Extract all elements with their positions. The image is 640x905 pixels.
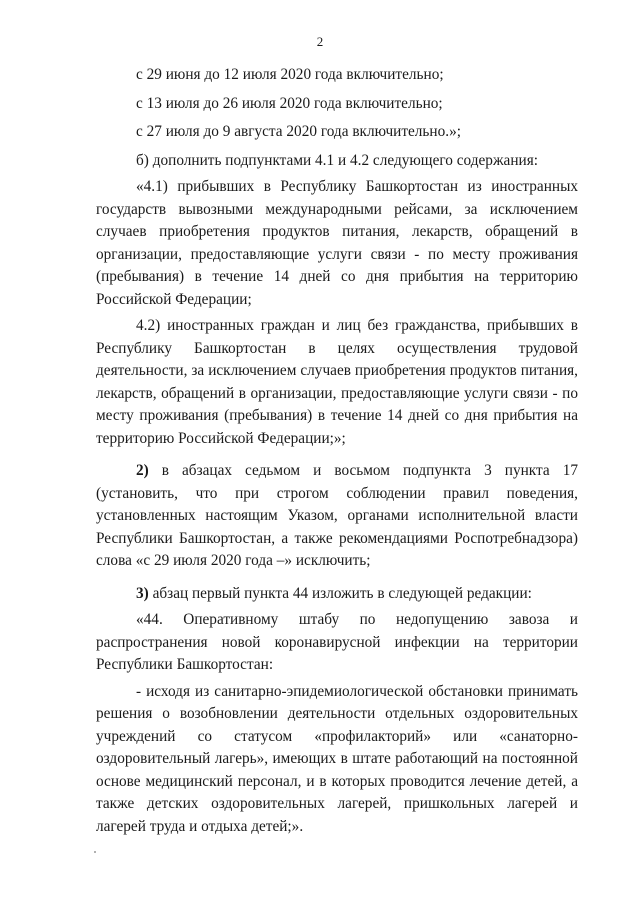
point-44-paragraph: «44. Оперативному штабу по недопущению завоза и распространения новой коронавирусной инфекции на территории Республики Башкортостан: bbox=[96, 611, 578, 673]
item-3-text: абзац первый пункта 44 изложить в следующей редакции: bbox=[148, 584, 532, 602]
item-3-paragraph bbox=[96, 583, 578, 606]
date-range-3: с 27 июля до 9 августа 2020 года включительно.»; bbox=[136, 123, 461, 140]
dash-item-paragraph: - исходя из санитарно-эпидемиологической обстановки принимать решения о возобновлении деятельности отдельных оздоровительных учреждений со статусом «профилакторий» или «санаторно-оздоровительный лагерь», имеющих в штате работающий на постоянной основе медицинский персонал, и в которых проводится лечение детей, а также детских оздоровительных лагерей, пришкольных лагерей и лагерей труда и отдыха детей;». bbox=[96, 682, 578, 835]
item-2-text: в абзацах седьмом и восьмом подпункта 3 пункта 17 (установить, что при строгом соблюдении правил поведения, установленных настоящим Указом, органами исполнительной власти Республики Башкортостан, а также рекомендациями Роспотребнадзора) слова «с 29 июля 2020 года –» исключить; bbox=[96, 462, 578, 569]
subitem-4-2-paragraph: 4.2) иностранных граждан и лиц без гражданства, прибывших в Республику Башкортостан в целях осуществления трудовой деятельности, за исключением случаев приобретения продуктов питания, лекарств, обращений в организации, предоставляющие услуги связи - по месту проживания (пребывания) в течение 14 дней со дня прибытия на территорию Российской Федерации;»; bbox=[96, 317, 578, 447]
date-range-2: с 13 июля до 26 июля 2020 года включительно; bbox=[136, 94, 443, 112]
scan-speck bbox=[94, 851, 96, 853]
page-number: 2 bbox=[316, 34, 324, 49]
item-2-paragraph bbox=[96, 460, 578, 573]
subitem-4-1-paragraph: «4.1) прибывших в Республику Башкортостан из иностранных государств вывозными международными рейсами, за исключением случаев приобретения продуктов питания, лекарств, обращений в организации, предоставляющие услуги связи - по месту проживания (пребывания) в течение 14 дней со дня прибытия на территорию Российской Федерации; bbox=[96, 178, 578, 308]
item-2-number: 2) bbox=[136, 462, 149, 479]
date-range-1: с 29 июня до 12 июля 2020 года включительно; bbox=[136, 66, 444, 83]
document-body bbox=[96, 64, 578, 842]
item-b-paragraph: б) дополнить подпунктами 4.1 и 4.2 следующего содержания: bbox=[136, 151, 538, 169]
item-3-number: 3) bbox=[136, 584, 149, 602]
